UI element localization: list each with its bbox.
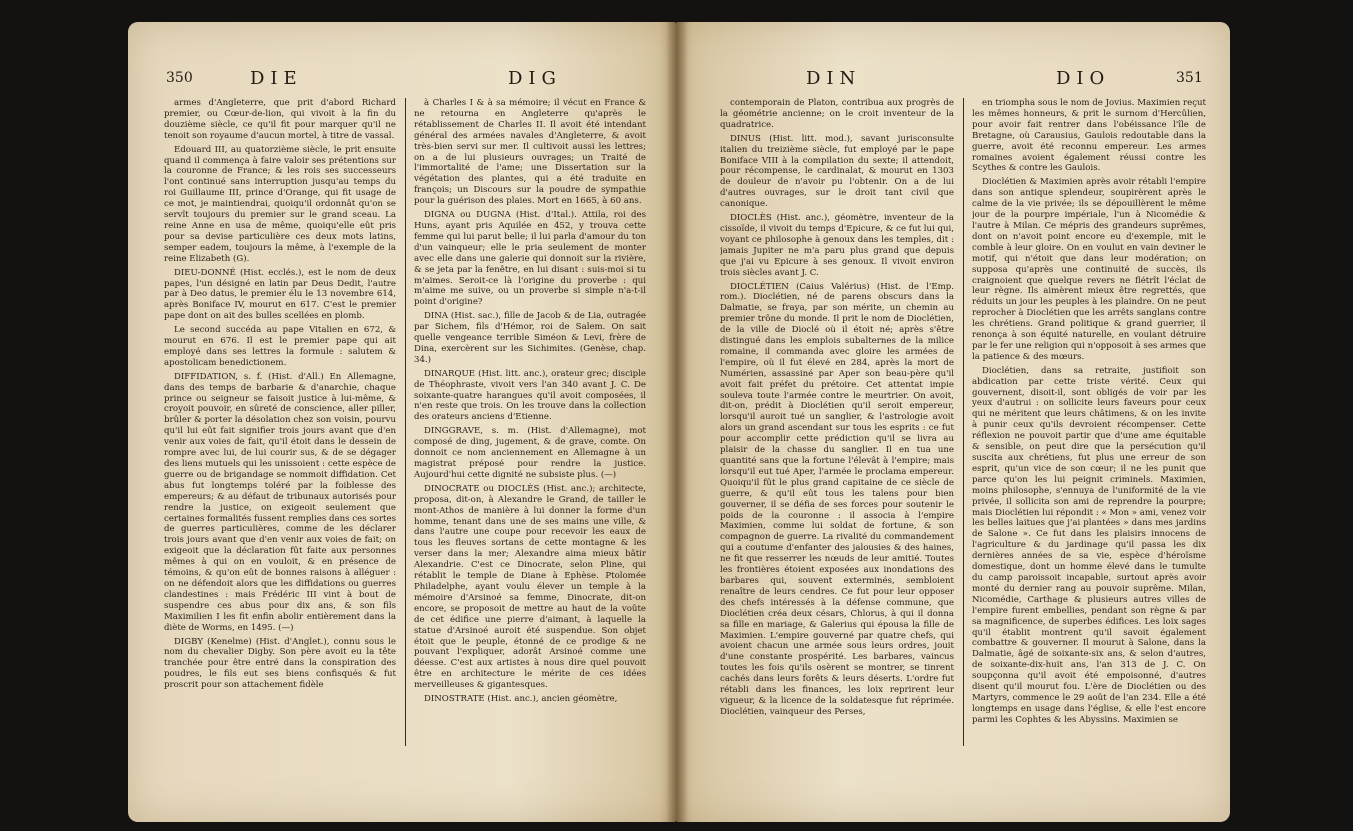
left-page-column-1 (164, 98, 396, 778)
paragraph: à Charles I & à sa mémoire; il vécut en France & ne retourna en Angleterre qu'après le rétablissement de Charles II. Il avoit été intendant général des armées navales d'Angleterre, & avoit très-bien servi sur mer. Il cultivoit aussi les lettres; on a de lui plusieurs ouvrages; un Traité de l'immortalité de l'ame; une Dissertation sur la végétation des plantes, qui a été traduite en françois; un Discours sur la poudre de sympathie pour la guérison des plaies. Mort en 1665, à 60 ans. (414, 98, 646, 207)
running-head-right-a: DIN (806, 68, 862, 89)
paragraph: DIGNA ou DUGNA (Hist. d'Ital.). Attila, roi des Huns, ayant pris Aquilée en 452, y trouva cette femme qui lui parut belle; il lui parla d'amour du ton d'un vainqueur; elle le pria seulement de monter avec elle dans une galerie qui donnoit sur la rivière, & se jeta par la fenêtre, en lui disant : suis-moi si tu m'aimes. Seroit-ce là l'origine du proverbe : qui m'aime me suive, ou un proverbe si simple n'a-t-il point d'origine? (414, 210, 646, 308)
paragraph: DIEU-DONNÉ (Hist. ecclés.), est le nom de deux papes, l'un désigné en latin par Deus Dedit, l'autre par à Deo datus, le premier élu le 13 novembre 614, après Boniface IV, mourut en 617. C'est le premier pape dont on ait des bulles scellées en plomb. (164, 267, 396, 322)
running-head-left-a: DIE (250, 68, 303, 89)
paragraph: Le second succéda au pape Vitalien en 672, & mourut en 676. Il est le premier pape qui ait employé dans ses lettres la formule : salutem & apostolicam benedictionem. (164, 325, 396, 368)
paragraph: DIOCLÉTIEN (Caius Valérius) (Hist. de l'Emp. rom.). Dioclétien, né de parens obscurs dans la Dalmatie, se fraya, par son mérite, un chemin au premier trône du monde. Il prit le nom de Dioclétien, de la ville de Dioclé où il étoit né; après s'être distingué dans les emplois subalternes de la milice romaine, il commanda avec gloire les armées de l'empire, où il fut élevé en 284, après la mort de Numérien, assassiné par Aper son beau-père qu'il avoit fait préfet du prétoire. Cet attentat impie souleva toute l'armée contre le meurtrier. On avoit, dit-on, prédit à Dioclétien qu'il seroit empereur, lorsqu'il auroit tué un sanglier, & l'astrologie avoit alors un grand ascendant sur tous les esprits : ce fut pour accomplir cette prédiction qu'il se livra au plaisir de la chasse du sanglier. Il en tua une quantité sans que la fortune l'élevât à l'empire; mais lorsqu'il eut tué Aper, l'armée le proclama empereur. Quoiqu'il fût le plus grand capitaine de ce siècle de guerre, & qu'il eût tous les talens pour bien gouverner, il se défia de ses forces pour soutenir le poids de la couronne : il associa à l'empire Maximien, comme lui soldat de fortune, & son compagnon de guerre. La rivalité du commandement qui a coutume d'enfanter des jalousies & des haines, ne fit que resserrer les nœuds de leur amitié. Toutes les frontières étoient exposées aux inondations des barbares qui, souvent exterminés, sembloient renaître de leurs cendres. Ce fut pour leur opposer des chefs intéressés à la défense commune, que Dioclétien créa deux césars, Chlorus, à qui il donna sa fille en mariage, & Galerius qui épousa la fille de Maximien. L'empire gouverné par quatre chefs, qui avoient chacun une armée sous leurs ordres, jouit d'une constante prospérité. Les barbares, vaincus toutes les fois qu'ils osèrent se montrer, se tinrent cachés dans leurs forêts & leurs déserts. L'ordre fut rétabli dans les finances, les loix reprirent leur vigueur, & la licence de la soldatesque fut réprimée. Dioclétien, vainqueur des Perses, (720, 281, 954, 717)
left-page (128, 22, 676, 822)
right-page-column-2 (972, 98, 1206, 778)
paragraph: Dioclétien, dans sa retraite, justifioit son abdication par cette triste vérité. Ceux qui gouvernent, disoit-il, sont obligés de voir par les yeux d'autrui : on sollicite leurs faveurs pour ceux qui ne méritent que leurs châtimens, & on les invite à punir ceux qu'ils devroient récompenser. Cette réflexion ne pouvoit partir que d'une ame équitable & sensible, on peut dire que la persécution qu'il suscita aux chrétiens, fut plus une erreur de son esprit, qu'un vice de son cœur; il ne les punit que parce qu'on les lui peignit criminels. Maximien, moins philosophe, s'ennuya de l'uniformité de la vie privée, il sollicita son ami de reprendre la pourpre; mais Dioclétien lui répondit : « Mon » ami, venez voir les belles laitues que j'ai plantées » dans mes jardins de Salone ». Ce fut dans les plaisirs innocens de l'agriculture & du jardinage qu'il passa les dix dernières années de sa vie, espèce d'héroïsme domestique, dont un homme élevé dans le tumulte du camp paroissoit incapable, surtout après avoir monté du dernier rang au pouvoir suprême. Milan, Nicomédie, Carthage & plusieurs autres villes de l'empire furent embellies, pendant son règne & par sa magnificence, de superbes édifices. Les loix sages qu'il établit montrent qu'il savoit également combattre & gouverner. Il mourut à Salone, dans la Dalmatie, âgé de soixante-six ans, & selon d'autres, de soixante-dix-huit ans, l'an 313 de J. C. On soupçonna qu'il avoit été empoisonné, d'autres disent qu'il mourut fou. L'ère de Dioclétien ou des Martyrs, commence le 29 août de l'an 234. Elle a été longtemps en usage dans l'église, & elle l'est encore parmi les Cophtes & les Abyssins. Maximien se (972, 365, 1206, 725)
paragraph: Edouard III, au quatorzième siècle, le prit ensuite quand il commença à faire valoir ses prétentions sur la couronne de France; & les rois ses successeurs l'ont continué sans interruption jusqu'au temps du roi Guillaume III, prince d'Orange, qui fit usage de ce mot, je maintiendrai, quoiqu'il ordonnât qu'on se servît toujours du premier sur le grand sceau. La reine Anne en usa de même, quoiqu'elle eût pris pour sa devise particulière ces deux mots latins, semper eadem, toujours la même, à l'exemple de la reine Elizabeth (G). (164, 144, 396, 264)
paragraph: armes d'Angleterre, que prit d'abord Richard premier, ou Cœur-de-lion, qui vivoit à la fin du douzième siècle, ce qu'il fit pour marquer qu'il ne tenoit son royaume d'aucun mortel, à titre de vassal. (164, 98, 396, 141)
paragraph: DIOCLÈS (Hist. anc.), géomètre, inventeur de la cissoïde, il vivoit du temps d'Epicure, & ce fut lui qui, voyant ce philosophe à genoux dans les temples, dit : jamais Jupiter ne m'a paru plus grand que depuis que j'ai vu Epicure à ses genoux. Il vivoit environ trois siècles avant J. C. (720, 213, 954, 278)
paragraph: en triompha sous le nom de Jovius. Maximien reçut les mêmes honneurs, & prit le surnom d'Hercûlien, pour avoir fait rentrer dans l'obéissance l'île de Bretagne, où Carausius, Gaulois redoutable dans la guerre, avoit été reconnu empereur. Les armes romaines avoient également réussi contre les Scythes & contre les Gaulois. (972, 98, 1206, 174)
paragraph: DINOCRATE ou DIOCLÈS (Hist. anc.); architecte, proposa, dit-on, à Alexandre le Grand, de tailler le mont-Athos de manière à lui donner la forme d'un homme, tenant dans une de ses mains une ville, & dans l'autre une coupe pour recevoir les eaux de tous les fleuves sortans de cette montagne & les verser dans la mer; Alexandre aima mieux bâtir Alexandrie. C'est ce Dinocrate, selon Pline, qui rétablit le temple de Diane à Ephèse. Ptolomée Philadelphe, ayant voulu élever un temple à la mémoire d'Arsinoé sa femme, Dinocrate, dit-on encore, se proposoit de mettre au haut de la voûte de cet édifice une pierre d'aimant, à laquelle la statue d'Arsinoé auroit été suspendue. Son objet étoit que le peuple, étonné de ce prodige & ne pouvant l'expliquer, adorât Arsinoé comme une déesse. C'est aux artistes à nous dire quel pouvoit être en architecture le mérite de ces idées merveilleuses & gigantesques. (414, 483, 646, 691)
book-gutter (666, 22, 688, 822)
column-divider (963, 98, 964, 746)
paragraph: DINA (Hist. sac.), fille de Jacob & de Lia, outragée par Sichem, fils d'Hémor, roi de Salem. On sait quelle vengeance terrible Siméon & Levi, frère de Dina, exercèrent sur les Sichimites. (Genèse, chap. 34.) (414, 311, 646, 365)
right-page (676, 22, 1230, 822)
paragraph: DIGBY (Kenelme) (Hist. d'Anglet.), connu sous le nom du chevalier Digby. Son père avoit eu la tête tranchée pour être entré dans la conspiration des poudres, le fils eut ses biens confisqués & fut proscrit pour son attachement fidèle (164, 636, 396, 691)
paragraph: DIFFIDATION, s. f. (Hist. d'All.) En Allemagne, dans des temps de barbarie & d'anarchie, chaque prince ou seigneur se faisoit justice à lui-même, & croyoit pouvoir, en sûreté de conscience, aller piller, brûler & porter la désolation chez son voisin, pourvu qu'il lui eût fait signifier trois jours avant que d'en venir aux voies de fait, qu'il étoit dans le dessein de rompre avec lui, de lui courir sus, & de se dégager des liens mutuels qui les unissoient : cette espèce de guerre ou de brigandage se nommoit diffidation. Cet abus fut longtemps toléré par la foiblesse des empereurs; & au défaut de tribunaux autorisés pour rendre la justice, on exigeoit seulement que certaines formalités fussent remplies dans ces sortes de guerres particulières, comme de les déclarer trois jours avant que d'en venir aux voies de fait; on exigeoit que la déclaration fût faite aux personnes mêmes à qui on en vouloit, & en présence de témoins, & qu'on eût de bonnes raisons à alléguer : on ne défendoit alors que les diffidations ou guerres clandestines : mais Frédéric III vint à bout de suspendre ces abus pour dix ans, & son fils Maximilien I les fit enfin abolir entièrement dans la diète de Worms, en 1495. (—) (164, 371, 396, 633)
paragraph: contemporain de Platon, contribua aux progrès de la géométrie ancienne; on le croit inventeur de la quadratrice. (720, 98, 954, 130)
right-page-column-1 (720, 98, 954, 778)
page-number-left: 350 (166, 70, 193, 86)
page-number-right: 351 (1176, 70, 1203, 86)
running-head-left-b: DIG (508, 68, 562, 89)
paragraph: DINUS (Hist. litt. mod.), savant jurisconsulte italien du treizième siècle, fut employé par le pape Boniface VIII à la compilation du sexte; il attendoit, pour récompense, le cardinalat, & mourut en 1303 de douleur de n'avoir pu l'obtenir. On a de lui d'autres ouvrages, sur le droit tant civil que canonique. (720, 133, 954, 210)
paragraph: Dioclétien & Maximien après avoir rétabli l'empire dans son antique splendeur, soupirèrent après le calme de la vie privée; ils se dépouillèrent le même jour de la pourpre impériale, l'un à Nicomédie & l'autre à Milan. Ce mépris des grandeurs suprêmes, dont on n'avoit point encore eu d'exemple, mit le comble à leur gloire. On en voulut en vain deviner le motif, qui n'étoit que dans leur modération; on supposa qu'après une continuité de succès, ils craignoient que quelque revers ne flétrît l'éclat de leur règne. Ils aimèrent mieux être regrettés, que réduits un jour les peuples à les plaindre. On ne peut reprocher à Dioclétien que les arrêts sanglans contre les chrétiens. Grand politique & grand guerrier, il renonça à son équité naturelle, en voulant détruire par le fer une religion qui n'opposoit à ses armes que la patience & des mœurs. (972, 177, 1206, 362)
open-book (128, 22, 1230, 822)
left-page-column-2 (414, 98, 646, 778)
paragraph: DINARQUE (Hist. litt. anc.), orateur grec; disciple de Théophraste, vivoit vers l'an 340 avant J. C. De soixante-quatre harangues qu'il avoit composées, il n'en reste que trois. On les trouve dans la collection des orateurs anciens d'Etienne. (414, 368, 646, 423)
paragraph: DINOSTRATE (Hist. anc.), ancien géomètre, (424, 694, 618, 705)
running-head-right-b: DIO (1056, 68, 1111, 89)
paragraph: DINGGRAVE, s. m. (Hist. d'Allemagne), mot composé de ding, jugement, & de grave, comte. On donnoit ce nom anciennement en Allemagne à un magistrat préposé pour rendre la justice. Aujourd'hui cette dignité ne subsiste plus. (—) (414, 426, 646, 480)
column-divider (405, 98, 406, 746)
